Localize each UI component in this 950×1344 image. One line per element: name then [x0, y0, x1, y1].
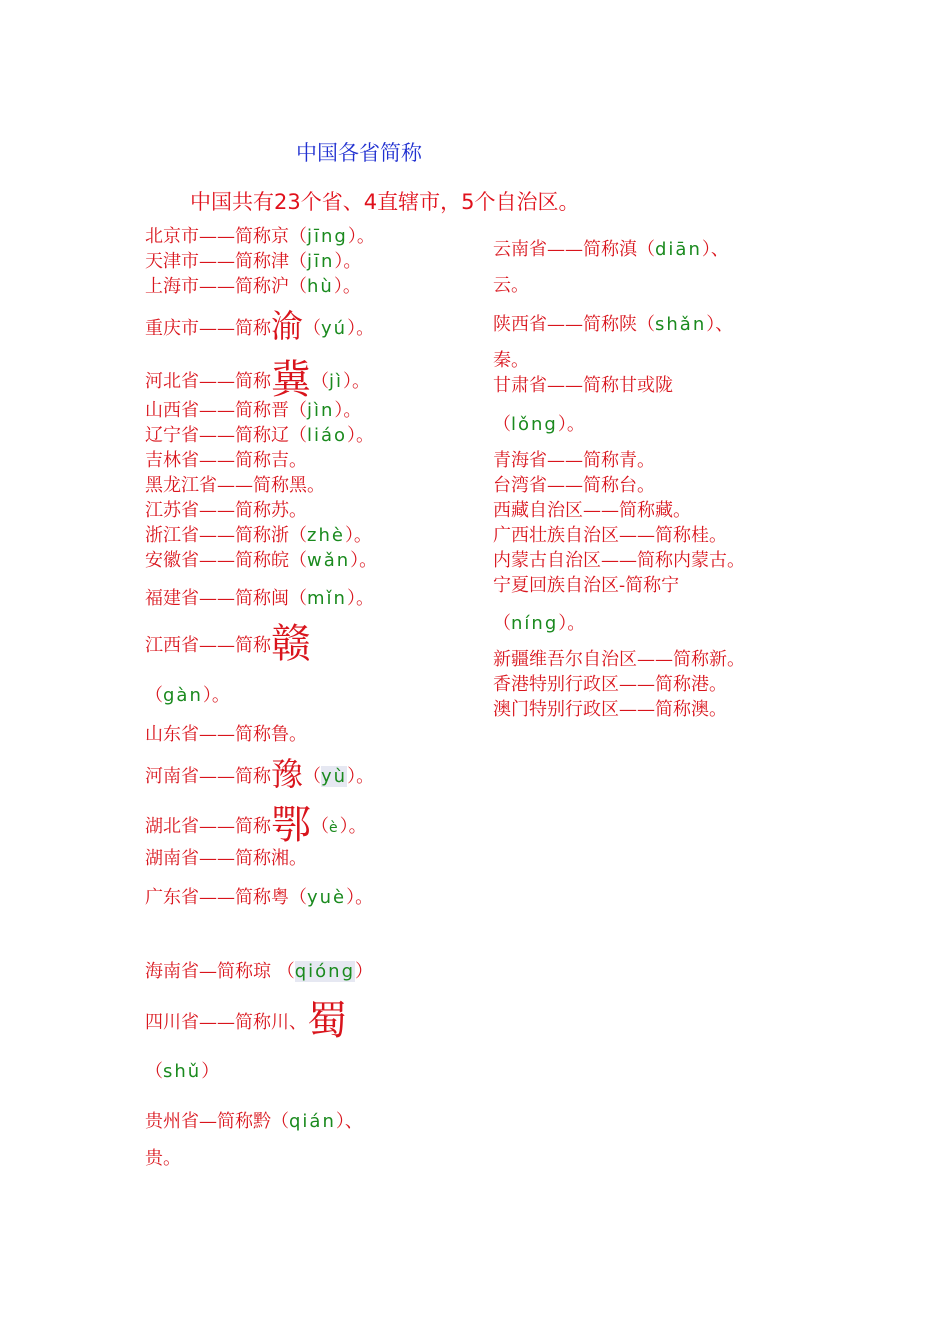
page-title: 中国各省简称	[296, 141, 422, 165]
province-entry: 陕西省——简称陕（shǎn）、	[493, 314, 734, 335]
province-entry: 甘肃省——简称甘或陇	[493, 375, 673, 396]
province-entry: 内蒙古自治区——简称内蒙古。	[493, 550, 745, 571]
province-entry: 台湾省——简称台。	[493, 475, 655, 496]
province-entry: 河南省——简称豫（yù）。	[145, 755, 375, 793]
province-entry: 吉林省——简称吉。	[145, 450, 307, 471]
province-entry: 黑龙江省——简称黑。	[145, 475, 325, 496]
province-entry: （gàn）。	[145, 685, 230, 706]
province-entry: （shǔ）	[145, 1061, 220, 1082]
province-entry: 浙江省——简称浙（zhè）。	[145, 525, 372, 546]
province-entry: 河北省——简称冀（jì）。	[145, 357, 371, 403]
province-entry: 辽宁省——简称辽（liáo）。	[145, 425, 375, 446]
province-entry: 江西省——简称赣	[145, 621, 311, 667]
province-entry: 上海市——简称沪（hù）。	[145, 276, 361, 297]
province-entry: 海南省—简称琼 （qióng）	[145, 961, 374, 982]
province-entry: （lǒng）。	[493, 414, 585, 435]
province-entry: 山东省——简称鲁。	[145, 724, 307, 745]
province-entry: 云。	[493, 275, 529, 296]
province-entry: 宁夏回族自治区-简称宁	[493, 575, 680, 596]
province-entry: 湖北省——简称鄂（è）。	[145, 802, 367, 848]
province-entry: 青海省——简称青。	[493, 450, 655, 471]
province-entry: 香港特别行政区——简称港。	[493, 674, 727, 695]
province-entry: 福建省——简称闽（mǐn）。	[145, 588, 374, 609]
province-entry: 重庆市——简称渝（yú）。	[145, 307, 375, 345]
province-entry: 云南省——简称滇（diān）、	[493, 239, 729, 260]
province-entry: 山西省——简称晋（jìn）。	[145, 400, 362, 421]
province-entry: 安徽省——简称皖（wǎn）。	[145, 550, 378, 571]
province-entry: 江苏省——简称苏。	[145, 500, 307, 521]
province-entry: 西藏自治区——简称藏。	[493, 500, 691, 521]
province-entry: 四川省——简称川、蜀	[145, 998, 347, 1044]
province-entry: 广东省——简称粤（yuè）。	[145, 887, 374, 908]
province-entry: 广西壮族自治区——简称桂。	[493, 525, 727, 546]
province-entry: 澳门特别行政区——简称澳。	[493, 699, 727, 720]
province-entry: 新疆维吾尔自治区——简称新。	[493, 649, 745, 670]
province-entry: 秦。	[493, 350, 529, 371]
province-entry: 湖南省——简称湘。	[145, 848, 307, 869]
province-entry: 贵州省—简称黔（qián）、	[145, 1111, 363, 1132]
page-subtitle: 中国共有23个省、4直辖市，5个自治区。	[190, 190, 580, 214]
province-entry: 北京市——简称京（jīng）。	[145, 226, 375, 247]
province-entry: 天津市——简称津（jīn）。	[145, 251, 362, 272]
province-entry: 贵。	[145, 1148, 181, 1169]
province-entry: （níng）。	[493, 613, 586, 634]
